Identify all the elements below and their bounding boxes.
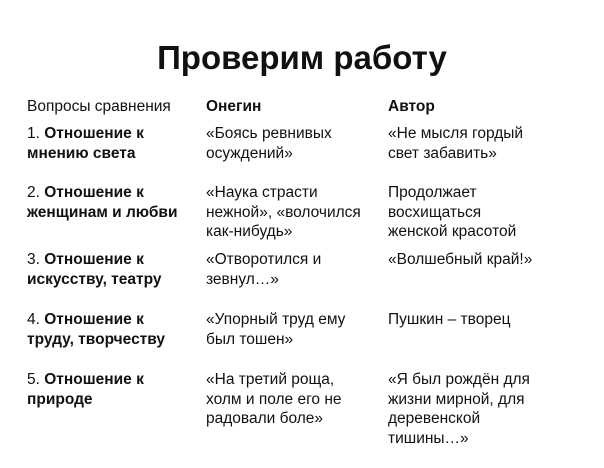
author-cell: Продолжает восхищаться женской красотой <box>388 184 517 240</box>
onegin-cell: «Наука страсти нежной», «волочился как-нибудь» <box>206 184 361 240</box>
onegin-cell: «Упорный труд ему был тошен» <box>206 311 346 348</box>
question-topic: Отношение к женщинам и любви <box>27 184 178 221</box>
question-cell <box>27 370 202 409</box>
question-cell <box>27 250 202 289</box>
question-topic: Отношение к искусству, театру <box>27 251 162 288</box>
author-cell: «Не мысля гордый свет забавить» <box>388 125 524 162</box>
row-number: 2. <box>27 184 40 201</box>
onegin-cell: «Боясь ревнивых осуждений» <box>206 125 332 162</box>
row-number: 5. <box>27 371 40 388</box>
question-topic: Отношение к мнению света <box>27 125 144 162</box>
page-title: Проверим работу <box>157 39 447 76</box>
question-topic: Отношение к труду, творчеству <box>27 311 166 348</box>
header-onegin: Онегин <box>206 98 262 115</box>
header-questions: Вопросы сравнения <box>27 98 171 115</box>
author-cell: Пушкин – творец <box>388 311 511 328</box>
question-topic: Отношение к природе <box>27 371 144 408</box>
question-cell <box>27 310 202 349</box>
onegin-cell: «Отворотился и зевнул…» <box>206 251 322 288</box>
question-cell <box>27 183 202 222</box>
author-cell: «Волшебный край!» <box>388 251 533 268</box>
question-cell <box>27 124 202 163</box>
author-cell: «Я был рождён для жизни мирной, для деревенской тишины…» <box>388 371 530 447</box>
onegin-cell: «На третий роща, холм и поле его не радовали боле» <box>206 371 342 427</box>
header-author: Автор <box>388 98 435 115</box>
row-number: 4. <box>27 311 40 328</box>
row-number: 1. <box>27 125 40 142</box>
row-number: 3. <box>27 251 40 268</box>
